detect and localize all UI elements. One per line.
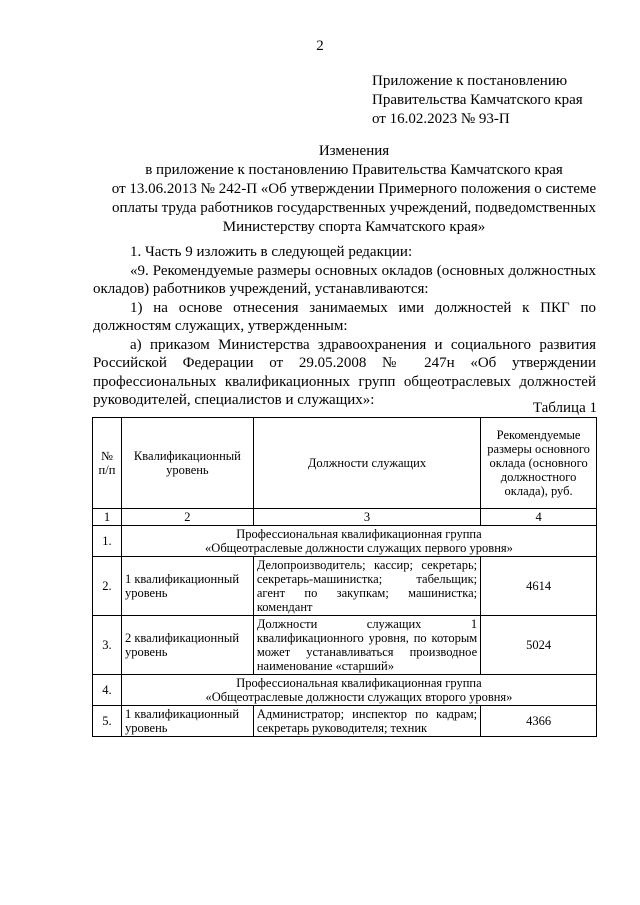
row-number: 1. <box>93 526 122 557</box>
table-header-row <box>93 418 597 509</box>
paragraph: а) приказом Министерства здравоохранения и социального развития Российской Федерации от 29.05.2008 № 247н «Об утверждении профессиональных квалификационных групп общеотраслевых должностей руководителей, специалистов и служащих»: <box>93 336 596 408</box>
paragraph: 1. Часть 9 изложить в следующей редакции: <box>130 244 413 260</box>
group-title-line: Профессиональная квалификационная группа <box>236 527 482 541</box>
document-title <box>90 142 618 237</box>
table-group-row <box>93 526 597 557</box>
row-salary: 5024 <box>481 616 597 675</box>
table-col-numbers-row <box>93 509 597 526</box>
group-title <box>121 526 596 557</box>
table-group-row <box>93 675 597 706</box>
table-row <box>93 616 597 675</box>
row-salary: 4614 <box>481 557 597 616</box>
row-positions: Администратор; инспектор по кадрам; секретарь руководителя; техник <box>253 706 480 737</box>
col-number: 3 <box>253 509 480 526</box>
col-number: 2 <box>121 509 253 526</box>
row-level: 1 квалификационный уровень <box>121 706 253 737</box>
paragraph: 1) на основе отнесения занимаемых ими должностей к ПКГ по должностям служащих, утвержденным: <box>93 299 596 334</box>
title-line: в приложение к постановлению Правительства Камчатского края <box>145 162 563 178</box>
row-number: 5. <box>93 706 122 737</box>
group-title-line: «Общеотраслевые должности служащих первого уровня» <box>205 541 513 555</box>
header-positions: Должности служащих <box>253 418 480 509</box>
appendix-line: Приложение к постановлению <box>372 73 568 89</box>
table-label: Таблица 1 <box>532 400 597 416</box>
appendix-header <box>372 72 583 129</box>
title-line: от 13.06.2013 № 242-П «Об утверждении Примерного положения о системе <box>111 181 597 197</box>
row-positions: Делопроизводитель; кассир; секретарь; секретарь-машинистка; табельщик; агент по закупкам; машинистка; комендант <box>253 557 480 616</box>
col-number: 1 <box>93 509 122 526</box>
row-salary: 4366 <box>481 706 597 737</box>
row-positions: Должности служащих 1 квалификационного уровня, по которым может устанавливаться производное наименование «старший» <box>253 616 480 675</box>
row-level: 2 квалификационный уровень <box>121 616 253 675</box>
row-number: 2. <box>93 557 122 616</box>
header-level: Квалификационный уровень <box>121 418 253 509</box>
table-row <box>93 706 597 737</box>
group-title <box>121 675 596 706</box>
header-num: № п/п <box>93 418 122 509</box>
title-line: Министерству спорта Камчатского края» <box>222 219 486 235</box>
group-title-line: Профессиональная квалификационная группа <box>236 676 482 690</box>
title-line: оплаты труда работников государственных учреждений, подведомственных <box>111 200 597 216</box>
row-number: 4. <box>93 675 122 706</box>
row-level: 1 квалификационный уровень <box>121 557 253 616</box>
appendix-line: от 16.02.2023 № 93-П <box>372 111 510 127</box>
group-title-line: «Общеотраслевые должности служащих второго уровня» <box>205 690 513 704</box>
header-salary: Рекомендуемые размеры основного оклада (основного должностного оклада), руб. <box>481 418 597 509</box>
col-number: 4 <box>481 509 597 526</box>
salary-table <box>92 417 597 737</box>
body-text <box>93 243 596 410</box>
title-heading: Изменения <box>318 143 390 159</box>
page-number: 2 <box>316 38 324 54</box>
table-row <box>93 557 597 616</box>
row-number: 3. <box>93 616 122 675</box>
appendix-line: Правительства Камчатского края <box>372 92 583 108</box>
paragraph: «9. Рекомендуемые размеры основных окладов (основных должностных окладов) работников учреждений, устанавливаются: <box>93 262 596 297</box>
